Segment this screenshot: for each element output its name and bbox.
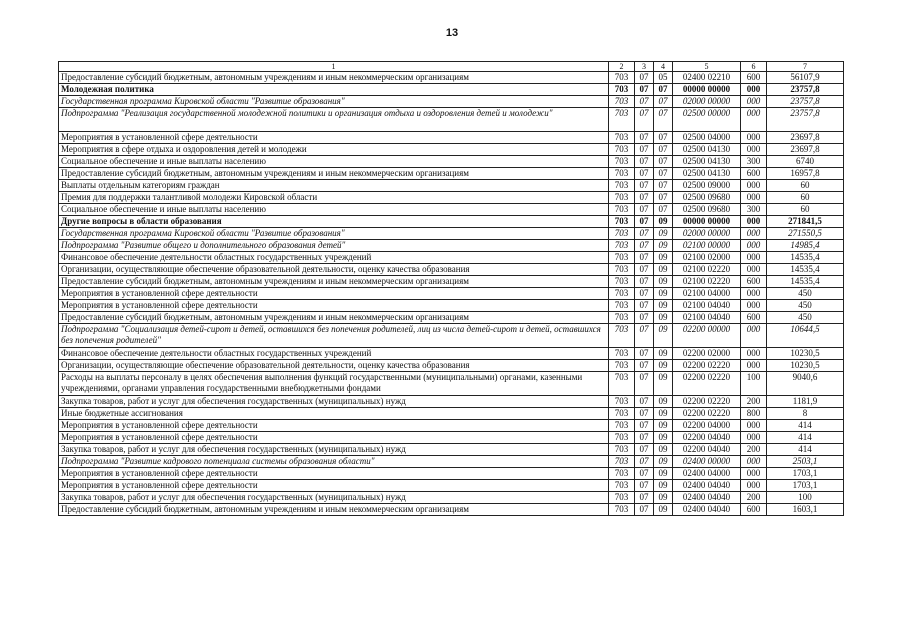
table-row	[59, 312, 844, 324]
row-amount-cell: 23757,8	[767, 84, 844, 96]
row-name-cell: Финансовое обеспечение деятельности областных государственных учреждений	[59, 348, 609, 360]
row-target-article-cell: 02400 04040	[673, 504, 741, 516]
row-target-article-cell: 02500 04000	[673, 132, 741, 144]
row-subsection-cell: 09	[654, 288, 673, 300]
row-target-article-cell: 02200 04040	[673, 444, 741, 456]
row-section-cell: 07	[635, 96, 654, 108]
row-section-cell: 07	[635, 312, 654, 324]
row-amount-cell: 414	[767, 432, 844, 444]
row-target-article-cell: 02400 02210	[673, 72, 741, 84]
table-row	[59, 228, 844, 240]
row-name-cell: Мероприятия в установленной сфере деятельности	[59, 468, 609, 480]
row-name-cell: Мероприятия в установленной сфере деятельности	[59, 480, 609, 492]
row-admin-code-cell: 703	[609, 492, 635, 504]
row-amount-cell: 1703,1	[767, 468, 844, 480]
row-name-cell: Социальное обеспечение и иные выплаты населению	[59, 204, 609, 216]
row-admin-code-cell: 703	[609, 240, 635, 252]
table-row	[59, 144, 844, 156]
row-admin-code-cell: 703	[609, 444, 635, 456]
row-section-cell: 07	[635, 504, 654, 516]
row-admin-code-cell: 703	[609, 144, 635, 156]
row-amount-cell: 1181,9	[767, 396, 844, 408]
table-row	[59, 264, 844, 276]
row-subsection-cell: 09	[654, 420, 673, 432]
row-expense-type-cell: 600	[741, 168, 767, 180]
row-section-cell: 07	[635, 468, 654, 480]
row-subsection-cell: 09	[654, 504, 673, 516]
row-amount-cell: 60	[767, 180, 844, 192]
row-expense-type-cell: 000	[741, 456, 767, 468]
row-name-cell: Иные бюджетные ассигнования	[59, 408, 609, 420]
row-subsection-cell: 07	[654, 180, 673, 192]
row-name-cell: Мероприятия в сфере отдыха и оздоровления детей и молодежи	[59, 144, 609, 156]
row-expense-type-cell: 600	[741, 72, 767, 84]
row-subsection-cell: 09	[654, 408, 673, 420]
row-section-cell: 07	[635, 276, 654, 288]
row-subsection-cell: 07	[654, 204, 673, 216]
row-target-article-cell: 02400 04040	[673, 480, 741, 492]
table-row	[59, 84, 844, 96]
row-admin-code-cell: 703	[609, 468, 635, 480]
table-row	[59, 408, 844, 420]
row-expense-type-cell: 000	[741, 192, 767, 204]
table-row	[59, 276, 844, 288]
row-target-article-cell: 02500 04130	[673, 156, 741, 168]
table-row	[59, 396, 844, 408]
row-name-cell: Предоставление субсидий бюджетным, автономным учреждениям и иным некоммерческим организациям	[59, 72, 609, 84]
table-row	[59, 252, 844, 264]
row-amount-cell: 9040,6	[767, 372, 844, 396]
row-subsection-cell: 09	[654, 264, 673, 276]
table-row	[59, 240, 844, 252]
row-target-article-cell: 02400 00000	[673, 456, 741, 468]
row-target-article-cell: 02400 04000	[673, 468, 741, 480]
row-target-article-cell: 00000 00000	[673, 84, 741, 96]
row-subsection-cell: 07	[654, 144, 673, 156]
row-admin-code-cell: 703	[609, 432, 635, 444]
row-subsection-cell: 09	[654, 468, 673, 480]
row-expense-type-cell: 000	[741, 228, 767, 240]
table-row	[59, 204, 844, 216]
table-row	[59, 168, 844, 180]
row-target-article-cell: 02000 00000	[673, 96, 741, 108]
row-admin-code-cell: 703	[609, 360, 635, 372]
row-admin-code-cell: 703	[609, 456, 635, 468]
row-name-cell: Мероприятия в установленной сфере деятельности	[59, 132, 609, 144]
row-target-article-cell: 02500 04130	[673, 168, 741, 180]
table-row	[59, 192, 844, 204]
row-subsection-cell: 09	[654, 360, 673, 372]
header-col-3: 3	[635, 62, 654, 72]
row-name-cell: Закупка товаров, работ и услуг для обеспечения государственных (муниципальных) нужд	[59, 492, 609, 504]
row-admin-code-cell: 703	[609, 252, 635, 264]
row-name-cell: Мероприятия в установленной сфере деятельности	[59, 300, 609, 312]
row-expense-type-cell: 600	[741, 504, 767, 516]
row-subsection-cell: 09	[654, 456, 673, 468]
table-row	[59, 72, 844, 84]
row-target-article-cell: 02200 02220	[673, 408, 741, 420]
row-subsection-cell: 07	[654, 168, 673, 180]
row-name-cell: Социальное обеспечение и иные выплаты населению	[59, 156, 609, 168]
row-expense-type-cell: 300	[741, 156, 767, 168]
row-target-article-cell: 02200 02220	[673, 396, 741, 408]
row-subsection-cell: 09	[654, 444, 673, 456]
row-subsection-cell: 07	[654, 156, 673, 168]
row-expense-type-cell: 000	[741, 180, 767, 192]
row-amount-cell: 23697,8	[767, 144, 844, 156]
row-expense-type-cell: 000	[741, 348, 767, 360]
row-admin-code-cell: 703	[609, 156, 635, 168]
row-subsection-cell: 07	[654, 192, 673, 204]
header-col-1: 1	[59, 62, 609, 72]
row-admin-code-cell: 703	[609, 504, 635, 516]
row-name-cell: Подпрограмма "Социализация детей-сирот и детей, оставшихся без попечения родителей, лиц из числа детей-сирот и детей, оставшихся без попечения родителей"	[59, 324, 609, 348]
row-expense-type-cell: 000	[741, 96, 767, 108]
row-admin-code-cell: 703	[609, 108, 635, 132]
header-col-7: 7	[767, 62, 844, 72]
row-section-cell: 07	[635, 324, 654, 348]
table-row	[59, 324, 844, 348]
row-amount-cell: 6740	[767, 156, 844, 168]
row-target-article-cell: 02100 04040	[673, 300, 741, 312]
row-subsection-cell: 09	[654, 312, 673, 324]
row-subsection-cell: 09	[654, 372, 673, 396]
row-amount-cell: 60	[767, 204, 844, 216]
row-subsection-cell: 09	[654, 276, 673, 288]
row-section-cell: 07	[635, 168, 654, 180]
row-name-cell: Мероприятия в установленной сфере деятельности	[59, 432, 609, 444]
row-name-cell: Предоставление субсидий бюджетным, автономным учреждениям и иным некоммерческим организациям	[59, 312, 609, 324]
table-row	[59, 288, 844, 300]
row-amount-cell: 60	[767, 192, 844, 204]
row-admin-code-cell: 703	[609, 288, 635, 300]
row-section-cell: 07	[635, 216, 654, 228]
table-row	[59, 456, 844, 468]
row-amount-cell: 14985,4	[767, 240, 844, 252]
table-row	[59, 372, 844, 396]
table-row	[59, 360, 844, 372]
row-admin-code-cell: 703	[609, 264, 635, 276]
row-name-cell: Подпрограмма "Развитие общего и дополнительного образования детей"	[59, 240, 609, 252]
row-section-cell: 07	[635, 456, 654, 468]
row-amount-cell: 2503,1	[767, 456, 844, 468]
table-row	[59, 180, 844, 192]
row-amount-cell: 23757,8	[767, 108, 844, 132]
row-expense-type-cell: 000	[741, 84, 767, 96]
row-expense-type-cell: 000	[741, 420, 767, 432]
row-amount-cell: 414	[767, 420, 844, 432]
row-section-cell: 07	[635, 444, 654, 456]
row-expense-type-cell: 000	[741, 216, 767, 228]
row-expense-type-cell: 600	[741, 312, 767, 324]
row-subsection-cell: 09	[654, 252, 673, 264]
table-body	[59, 62, 844, 516]
row-section-cell: 07	[635, 180, 654, 192]
row-admin-code-cell: 703	[609, 324, 635, 348]
row-amount-cell: 271841,5	[767, 216, 844, 228]
row-amount-cell: 14535,4	[767, 276, 844, 288]
row-admin-code-cell: 703	[609, 168, 635, 180]
table-row	[59, 504, 844, 516]
row-name-cell: Государственная программа Кировской области "Развитие образования"	[59, 228, 609, 240]
row-subsection-cell: 07	[654, 84, 673, 96]
row-target-article-cell: 02500 09000	[673, 180, 741, 192]
row-subsection-cell: 09	[654, 480, 673, 492]
table-row	[59, 444, 844, 456]
row-name-cell: Государственная программа Кировской области "Развитие образования"	[59, 96, 609, 108]
row-subsection-cell: 09	[654, 348, 673, 360]
table-row	[59, 432, 844, 444]
table-row	[59, 348, 844, 360]
row-name-cell: Другие вопросы в области образования	[59, 216, 609, 228]
row-section-cell: 07	[635, 228, 654, 240]
row-amount-cell: 14535,4	[767, 264, 844, 276]
table-row	[59, 108, 844, 132]
row-section-cell: 07	[635, 156, 654, 168]
row-admin-code-cell: 703	[609, 408, 635, 420]
row-admin-code-cell: 703	[609, 480, 635, 492]
row-amount-cell: 271550,5	[767, 228, 844, 240]
row-target-article-cell: 02200 02000	[673, 348, 741, 360]
row-name-cell: Расходы на выплаты персоналу в целях обеспечения выполнения функций государственными (муниципальными) органами, казенными учреждениями, органами управления государственными внебюджетными фондами	[59, 372, 609, 396]
row-amount-cell: 8	[767, 408, 844, 420]
budget-table	[58, 61, 844, 516]
row-admin-code-cell: 703	[609, 420, 635, 432]
row-admin-code-cell: 703	[609, 276, 635, 288]
row-target-article-cell: 02100 00000	[673, 240, 741, 252]
row-admin-code-cell: 703	[609, 84, 635, 96]
row-target-article-cell: 02200 02220	[673, 372, 741, 396]
row-section-cell: 07	[635, 408, 654, 420]
row-section-cell: 07	[635, 492, 654, 504]
row-section-cell: 07	[635, 108, 654, 132]
row-name-cell: Финансовое обеспечение деятельности областных государственных учреждений	[59, 252, 609, 264]
row-admin-code-cell: 703	[609, 228, 635, 240]
row-section-cell: 07	[635, 240, 654, 252]
table-row	[59, 468, 844, 480]
row-admin-code-cell: 703	[609, 96, 635, 108]
row-section-cell: 07	[635, 192, 654, 204]
table-row	[59, 480, 844, 492]
row-name-cell: Премия для поддержки талантливой молодежи Кировской области	[59, 192, 609, 204]
row-subsection-cell: 07	[654, 108, 673, 132]
row-expense-type-cell: 200	[741, 396, 767, 408]
row-target-article-cell: 02100 04000	[673, 288, 741, 300]
row-section-cell: 07	[635, 360, 654, 372]
row-admin-code-cell: 703	[609, 372, 635, 396]
row-amount-cell: 450	[767, 300, 844, 312]
row-subsection-cell: 09	[654, 432, 673, 444]
row-section-cell: 07	[635, 420, 654, 432]
row-amount-cell: 10230,5	[767, 348, 844, 360]
header-col-2: 2	[609, 62, 635, 72]
row-name-cell: Подпрограмма "Реализация государственной молодежной политики и организация отдыха и оздоровления детей и молодежи"	[59, 108, 609, 132]
row-target-article-cell: 02100 02000	[673, 252, 741, 264]
row-admin-code-cell: 703	[609, 204, 635, 216]
row-amount-cell: 14535,4	[767, 252, 844, 264]
row-section-cell: 07	[635, 132, 654, 144]
row-admin-code-cell: 703	[609, 192, 635, 204]
table-row	[59, 216, 844, 228]
row-admin-code-cell: 703	[609, 180, 635, 192]
table-row	[59, 300, 844, 312]
header-col-6: 6	[741, 62, 767, 72]
row-expense-type-cell: 000	[741, 264, 767, 276]
row-expense-type-cell: 100	[741, 372, 767, 396]
row-section-cell: 07	[635, 480, 654, 492]
row-amount-cell: 414	[767, 444, 844, 456]
row-name-cell: Организации, осуществляющие обеспечение образовательной деятельности, оценку качества образования	[59, 360, 609, 372]
row-admin-code-cell: 703	[609, 132, 635, 144]
row-name-cell: Подпрограмма "Развитие кадрового потенциала системы образования области"	[59, 456, 609, 468]
row-section-cell: 07	[635, 288, 654, 300]
row-section-cell: 07	[635, 264, 654, 276]
row-section-cell: 07	[635, 432, 654, 444]
row-amount-cell: 23697,8	[767, 132, 844, 144]
row-amount-cell: 16957,8	[767, 168, 844, 180]
row-expense-type-cell: 000	[741, 480, 767, 492]
row-name-cell: Выплаты отдельным категориям граждан	[59, 180, 609, 192]
row-section-cell: 07	[635, 300, 654, 312]
row-subsection-cell: 09	[654, 492, 673, 504]
row-amount-cell: 10230,5	[767, 360, 844, 372]
row-section-cell: 07	[635, 144, 654, 156]
row-section-cell: 07	[635, 372, 654, 396]
header-col-5: 5	[673, 62, 741, 72]
row-target-article-cell: 02000 00000	[673, 228, 741, 240]
row-section-cell: 07	[635, 396, 654, 408]
row-name-cell: Организации, осуществляющие обеспечение образовательной деятельности, оценку качества образования	[59, 264, 609, 276]
row-name-cell: Молодежная политика	[59, 84, 609, 96]
row-expense-type-cell: 000	[741, 132, 767, 144]
row-target-article-cell: 02100 04040	[673, 312, 741, 324]
row-target-article-cell: 02200 04000	[673, 420, 741, 432]
table-header-row	[59, 62, 844, 72]
row-target-article-cell: 02200 04040	[673, 432, 741, 444]
row-section-cell: 07	[635, 252, 654, 264]
row-target-article-cell: 02200 00000	[673, 324, 741, 348]
row-target-article-cell: 02200 02220	[673, 360, 741, 372]
row-expense-type-cell: 000	[741, 288, 767, 300]
table-row	[59, 96, 844, 108]
table-row	[59, 156, 844, 168]
row-amount-cell: 450	[767, 288, 844, 300]
row-name-cell: Предоставление субсидий бюджетным, автономным учреждениям и иным некоммерческим организациям	[59, 168, 609, 180]
row-expense-type-cell: 000	[741, 432, 767, 444]
table-row	[59, 492, 844, 504]
row-name-cell: Мероприятия в установленной сфере деятельности	[59, 420, 609, 432]
row-section-cell: 07	[635, 204, 654, 216]
row-target-article-cell: 02500 00000	[673, 108, 741, 132]
row-expense-type-cell: 800	[741, 408, 767, 420]
page-number: 13	[445, 27, 459, 39]
row-section-cell: 07	[635, 348, 654, 360]
row-subsection-cell: 09	[654, 396, 673, 408]
row-amount-cell: 10644,5	[767, 324, 844, 348]
row-admin-code-cell: 703	[609, 312, 635, 324]
row-subsection-cell: 09	[654, 300, 673, 312]
row-expense-type-cell: 000	[741, 360, 767, 372]
row-expense-type-cell: 000	[741, 468, 767, 480]
row-amount-cell: 23757,8	[767, 96, 844, 108]
row-name-cell: Закупка товаров, работ и услуг для обеспечения государственных (муниципальных) нужд	[59, 444, 609, 456]
row-admin-code-cell: 703	[609, 216, 635, 228]
row-target-article-cell: 00000 00000	[673, 216, 741, 228]
row-subsection-cell: 09	[654, 216, 673, 228]
row-amount-cell: 1703,1	[767, 480, 844, 492]
row-target-article-cell: 02500 04130	[673, 144, 741, 156]
row-subsection-cell: 09	[654, 228, 673, 240]
row-subsection-cell: 07	[654, 132, 673, 144]
header-col-4: 4	[654, 62, 673, 72]
row-expense-type-cell: 000	[741, 144, 767, 156]
row-amount-cell: 450	[767, 312, 844, 324]
row-target-article-cell: 02100 02220	[673, 264, 741, 276]
row-section-cell: 07	[635, 72, 654, 84]
row-expense-type-cell: 200	[741, 444, 767, 456]
row-expense-type-cell: 000	[741, 240, 767, 252]
row-name-cell: Предоставление субсидий бюджетным, автономным учреждениям и иным некоммерческим организациям	[59, 276, 609, 288]
row-subsection-cell: 09	[654, 324, 673, 348]
row-admin-code-cell: 703	[609, 396, 635, 408]
row-expense-type-cell: 600	[741, 276, 767, 288]
row-amount-cell: 100	[767, 492, 844, 504]
row-target-article-cell: 02500 09680	[673, 204, 741, 216]
row-expense-type-cell: 000	[741, 108, 767, 132]
row-expense-type-cell: 000	[741, 324, 767, 348]
row-subsection-cell: 07	[654, 96, 673, 108]
row-amount-cell: 1603,1	[767, 504, 844, 516]
row-section-cell: 07	[635, 84, 654, 96]
row-expense-type-cell: 200	[741, 492, 767, 504]
row-name-cell: Мероприятия в установленной сфере деятельности	[59, 288, 609, 300]
row-target-article-cell: 02400 04040	[673, 492, 741, 504]
row-admin-code-cell: 703	[609, 348, 635, 360]
row-name-cell: Закупка товаров, работ и услуг для обеспечения государственных (муниципальных) нужд	[59, 396, 609, 408]
table-row	[59, 420, 844, 432]
row-target-article-cell: 02500 09680	[673, 192, 741, 204]
row-expense-type-cell: 000	[741, 252, 767, 264]
row-expense-type-cell: 000	[741, 300, 767, 312]
row-expense-type-cell: 300	[741, 204, 767, 216]
table-row	[59, 132, 844, 144]
row-admin-code-cell: 703	[609, 72, 635, 84]
row-target-article-cell: 02100 02220	[673, 276, 741, 288]
row-subsection-cell: 09	[654, 240, 673, 252]
row-subsection-cell: 05	[654, 72, 673, 84]
row-name-cell: Предоставление субсидий бюджетным, автономным учреждениям и иным некоммерческим организациям	[59, 504, 609, 516]
row-admin-code-cell: 703	[609, 300, 635, 312]
row-amount-cell: 56107,9	[767, 72, 844, 84]
